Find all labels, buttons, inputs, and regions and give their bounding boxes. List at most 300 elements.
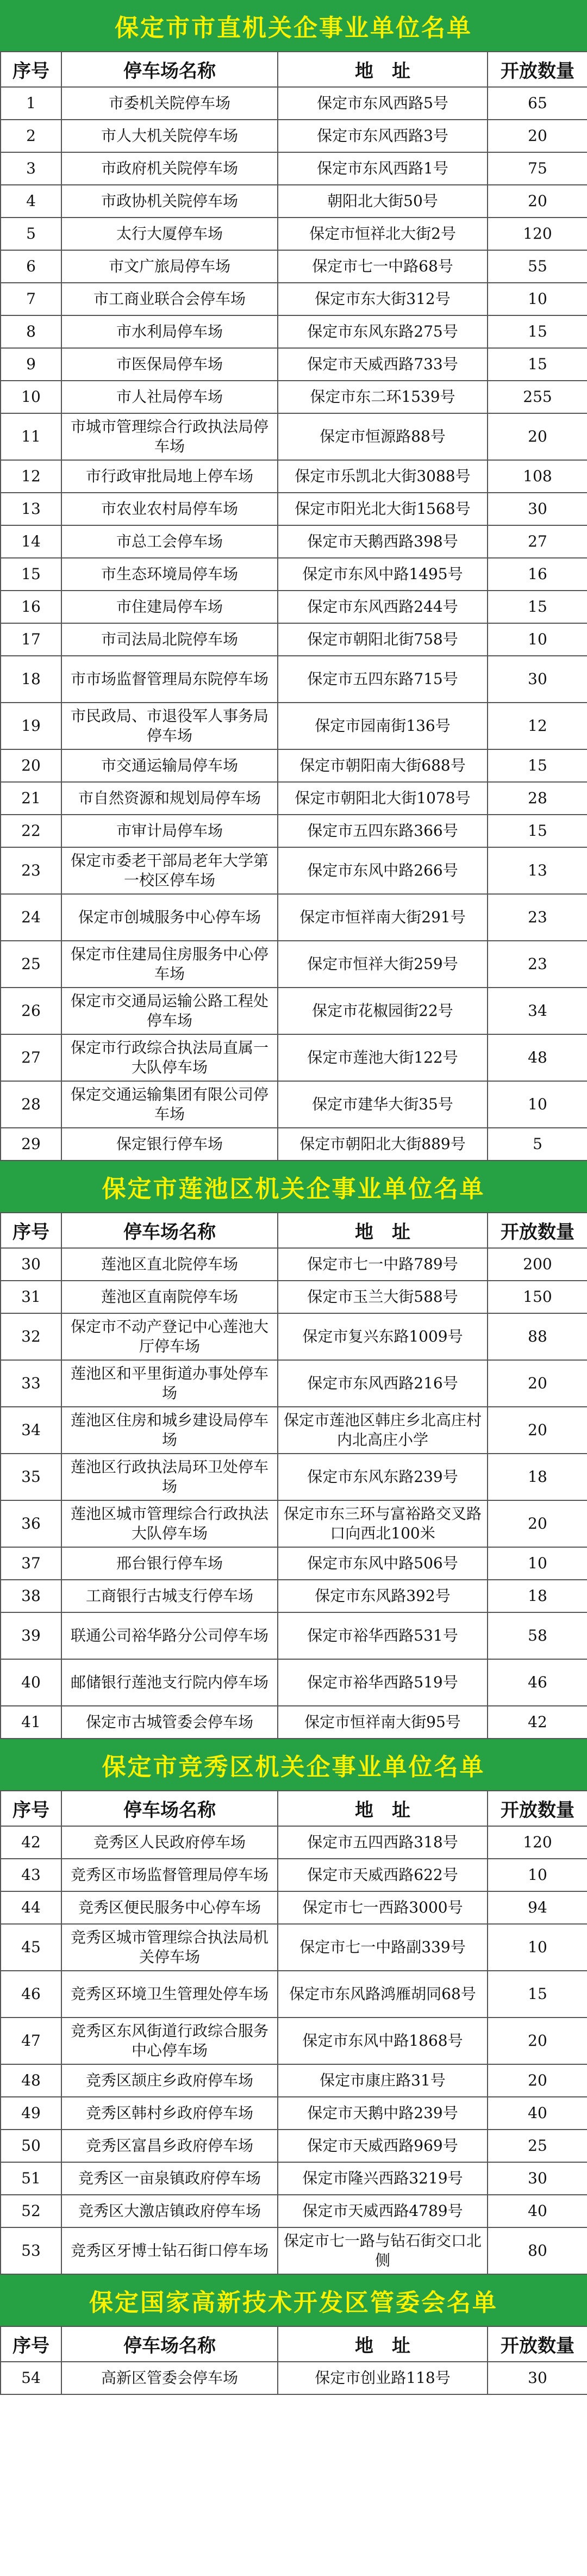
table-row [1, 2227, 587, 2274]
cell-quantity: 94 [488, 1891, 587, 1924]
cell-quantity: 16 [488, 558, 587, 591]
cell-no: 20 [1, 749, 61, 782]
cell-quantity: 80 [488, 2227, 587, 2274]
cell-quantity: 25 [488, 2130, 587, 2162]
cell-quantity: 10 [488, 1547, 587, 1580]
cell-name: 保定银行停车场 [61, 1128, 278, 1160]
section [0, 2275, 587, 2395]
table-row [1, 941, 587, 988]
table-row [1, 623, 587, 656]
cell-quantity: 13 [488, 847, 587, 894]
cell-no: 51 [1, 2162, 61, 2195]
section-title: 保定市莲池区机关企事业单位名单 [102, 1175, 485, 1203]
header-address: 地 址 [278, 1791, 488, 1826]
header-no: 序号 [1, 1791, 61, 1826]
cell-address: 保定市天鹅中路239号 [278, 2097, 488, 2130]
cell-address: 保定市园南街136号 [278, 703, 488, 749]
cell-name: 市农业农村局停车场 [61, 493, 278, 525]
cell-quantity: 48 [488, 1034, 587, 1081]
cell-quantity: 88 [488, 1313, 587, 1360]
table-row [1, 1580, 587, 1612]
cell-no: 11 [1, 413, 61, 460]
cell-name: 竞秀区颉庄乡政府停车场 [61, 2064, 278, 2097]
table-row [1, 1924, 587, 1971]
cell-address: 保定市恒祥南大街291号 [278, 894, 488, 941]
cell-name: 莲池区城市管理综合行政执法大队停车场 [61, 1500, 278, 1547]
cell-no: 32 [1, 1313, 61, 1360]
section-title: 保定市市直机关企事业单位名单 [115, 14, 472, 42]
cell-name: 联通公司裕华路分公司停车场 [61, 1612, 278, 1659]
cell-address: 保定市裕华西路519号 [278, 1659, 488, 1706]
section-banner [0, 0, 587, 51]
table-row [1, 525, 587, 558]
cell-name: 莲池区和平里街道办事处停车场 [61, 1360, 278, 1407]
table-header-row [1, 2326, 587, 2362]
cell-no: 31 [1, 1281, 61, 1313]
table-row [1, 1612, 587, 1659]
table-row [1, 152, 587, 185]
table-row [1, 2195, 587, 2227]
cell-quantity: 150 [488, 1281, 587, 1313]
cell-no: 25 [1, 941, 61, 988]
cell-no: 23 [1, 847, 61, 894]
cell-name: 市医保局停车场 [61, 348, 278, 381]
cell-no: 50 [1, 2130, 61, 2162]
cell-no: 38 [1, 1580, 61, 1612]
cell-address: 保定市七一西路3000号 [278, 1891, 488, 1924]
cell-name: 保定市交通局运输公路工程处停车场 [61, 988, 278, 1034]
cell-address: 保定市七一中路副339号 [278, 1924, 488, 1971]
cell-name: 保定市住建局住房服务中心停车场 [61, 941, 278, 988]
table-row [1, 2362, 587, 2394]
cell-quantity: 12 [488, 703, 587, 749]
cell-address: 保定市玉兰大街588号 [278, 1281, 488, 1313]
cell-quantity: 30 [488, 656, 587, 703]
cell-name: 市司法局北院停车场 [61, 623, 278, 656]
cell-no: 2 [1, 120, 61, 152]
cell-no: 24 [1, 894, 61, 941]
cell-name: 市总工会停车场 [61, 525, 278, 558]
cell-address: 保定市五四西路318号 [278, 1826, 488, 1859]
cell-no: 12 [1, 460, 61, 493]
table-row [1, 847, 587, 894]
cell-no: 49 [1, 2097, 61, 2130]
cell-name: 保定市不动产登记中心莲池大厅停车场 [61, 1313, 278, 1360]
cell-address: 保定市莲池大街122号 [278, 1034, 488, 1081]
cell-address: 保定市朝阳南大街688号 [278, 749, 488, 782]
cell-quantity: 15 [488, 1971, 587, 2018]
cell-quantity: 46 [488, 1659, 587, 1706]
cell-no: 16 [1, 591, 61, 623]
cell-no: 43 [1, 1859, 61, 1891]
cell-quantity: 42 [488, 1706, 587, 1739]
cell-no: 45 [1, 1924, 61, 1971]
cell-no: 18 [1, 656, 61, 703]
section [0, 1161, 587, 1739]
cell-address: 保定市花椒园街22号 [278, 988, 488, 1034]
table-row [1, 1706, 587, 1739]
table-row [1, 381, 587, 413]
cell-name: 市生态环境局停车场 [61, 558, 278, 591]
table-row [1, 2162, 587, 2195]
cell-name: 竞秀区环境卫生管理处停车场 [61, 1971, 278, 2018]
table-row [1, 87, 587, 120]
cell-address: 保定市天威西路622号 [278, 1859, 488, 1891]
cell-name: 保定交通运输集团有限公司停车场 [61, 1081, 278, 1128]
cell-name: 高新区管委会停车场 [61, 2362, 278, 2394]
cell-no: 1 [1, 87, 61, 120]
cell-quantity: 23 [488, 894, 587, 941]
section [0, 0, 587, 1161]
table-row [1, 2018, 587, 2064]
cell-quantity: 30 [488, 493, 587, 525]
cell-address: 保定市乐凯北大街3088号 [278, 460, 488, 493]
table-row [1, 558, 587, 591]
cell-quantity: 30 [488, 2162, 587, 2195]
cell-address: 保定市天威西路733号 [278, 348, 488, 381]
cell-no: 28 [1, 1081, 61, 1128]
section-banner [0, 1739, 587, 1790]
cell-quantity: 15 [488, 348, 587, 381]
cell-address: 保定市朝阳北大街1078号 [278, 782, 488, 815]
cell-name: 市政府机关院停车场 [61, 152, 278, 185]
header-quantity: 开放数量 [488, 52, 587, 87]
cell-quantity: 34 [488, 988, 587, 1034]
cell-quantity: 20 [488, 1407, 587, 1454]
cell-no: 30 [1, 1248, 61, 1281]
cell-name: 竞秀区城市管理综合执法局机关停车场 [61, 1924, 278, 1971]
cell-quantity: 200 [488, 1248, 587, 1281]
cell-address: 保定市东风中路1495号 [278, 558, 488, 591]
cell-address: 朝阳北大街50号 [278, 185, 488, 218]
table-row [1, 413, 587, 460]
cell-address: 保定市东风中路266号 [278, 847, 488, 894]
cell-address: 保定市五四东路366号 [278, 815, 488, 847]
cell-quantity: 10 [488, 1081, 587, 1128]
cell-address: 保定市天威西路4789号 [278, 2195, 488, 2227]
cell-quantity: 58 [488, 1612, 587, 1659]
cell-name: 邮储银行莲池支行院内停车场 [61, 1659, 278, 1706]
table-row [1, 1500, 587, 1547]
cell-name: 市住建局停车场 [61, 591, 278, 623]
cell-name: 市自然资源和规划局停车场 [61, 782, 278, 815]
table-row [1, 1826, 587, 1859]
section-banner [0, 2275, 587, 2326]
table-row [1, 460, 587, 493]
cell-quantity: 30 [488, 2362, 587, 2394]
cell-name: 竞秀区富昌乡政府停车场 [61, 2130, 278, 2162]
cell-name: 竞秀区大激店镇政府停车场 [61, 2195, 278, 2227]
cell-name: 竞秀区东风街道行政综合服务中心停车场 [61, 2018, 278, 2064]
cell-quantity: 10 [488, 623, 587, 656]
cell-no: 3 [1, 152, 61, 185]
cell-no: 34 [1, 1407, 61, 1454]
cell-quantity: 15 [488, 315, 587, 348]
cell-no: 47 [1, 2018, 61, 2064]
cell-no: 17 [1, 623, 61, 656]
cell-name: 竞秀区便民服务中心停车场 [61, 1891, 278, 1924]
cell-name: 保定市创城服务中心停车场 [61, 894, 278, 941]
cell-name: 莲池区直南院停车场 [61, 1281, 278, 1313]
parking-table [0, 1790, 587, 2275]
cell-no: 42 [1, 1826, 61, 1859]
table-row [1, 1971, 587, 2018]
cell-name: 市水利局停车场 [61, 315, 278, 348]
table-row [1, 1454, 587, 1500]
cell-quantity: 5 [488, 1128, 587, 1160]
cell-name: 莲池区直北院停车场 [61, 1248, 278, 1281]
table-row [1, 1081, 587, 1128]
cell-quantity: 20 [488, 2018, 587, 2064]
cell-address: 保定市五四东路715号 [278, 656, 488, 703]
table-row [1, 1659, 587, 1706]
cell-quantity: 40 [488, 2195, 587, 2227]
table-row [1, 218, 587, 250]
cell-address: 保定市恒祥北大街2号 [278, 218, 488, 250]
cell-no: 27 [1, 1034, 61, 1081]
cell-quantity: 65 [488, 87, 587, 120]
table-row [1, 1034, 587, 1081]
cell-address: 保定市建华大街35号 [278, 1081, 488, 1128]
cell-quantity: 120 [488, 218, 587, 250]
cell-quantity: 75 [488, 152, 587, 185]
cell-no: 13 [1, 493, 61, 525]
cell-address: 保定市东风西路216号 [278, 1360, 488, 1407]
cell-quantity: 10 [488, 1924, 587, 1971]
table-row [1, 1313, 587, 1360]
cell-quantity: 23 [488, 941, 587, 988]
cell-name: 保定市古城管委会停车场 [61, 1706, 278, 1739]
table-row [1, 815, 587, 847]
table-row [1, 1407, 587, 1454]
cell-address: 保定市恒祥南大街95号 [278, 1706, 488, 1739]
header-quantity: 开放数量 [488, 1213, 587, 1248]
cell-name: 市委机关院停车场 [61, 87, 278, 120]
cell-address: 保定市复兴东路1009号 [278, 1313, 488, 1360]
cell-quantity: 27 [488, 525, 587, 558]
cell-no: 52 [1, 2195, 61, 2227]
cell-address: 保定市隆兴西路3219号 [278, 2162, 488, 2195]
table-header-row [1, 1213, 587, 1248]
cell-address: 保定市裕华西路531号 [278, 1612, 488, 1659]
cell-name: 市政协机关院停车场 [61, 185, 278, 218]
table-row [1, 120, 587, 152]
cell-quantity: 120 [488, 1826, 587, 1859]
cell-address: 保定市阳光北大街1568号 [278, 493, 488, 525]
cell-address: 保定市康庄路31号 [278, 2064, 488, 2097]
cell-address: 保定市东风中路506号 [278, 1547, 488, 1580]
cell-name: 太行大厦停车场 [61, 218, 278, 250]
table-row [1, 2130, 587, 2162]
cell-address: 保定市东三环与富裕路交叉路口向西北100米 [278, 1500, 488, 1547]
cell-address: 保定市天鹅西路398号 [278, 525, 488, 558]
table-row [1, 348, 587, 381]
cell-quantity: 20 [488, 120, 587, 152]
cell-name: 莲池区住房和城乡建设局停车场 [61, 1407, 278, 1454]
cell-no: 41 [1, 1706, 61, 1739]
table-row [1, 1128, 587, 1160]
section-title: 保定国家高新技术开发区管委会名单 [89, 2289, 498, 2317]
header-address: 地 址 [278, 2326, 488, 2362]
cell-name: 竞秀区韩村乡政府停车场 [61, 2097, 278, 2130]
cell-no: 33 [1, 1360, 61, 1407]
cell-no: 4 [1, 185, 61, 218]
cell-name: 竞秀区一亩泉镇政府停车场 [61, 2162, 278, 2195]
cell-no: 10 [1, 381, 61, 413]
table-row [1, 988, 587, 1034]
cell-quantity: 255 [488, 381, 587, 413]
cell-no: 35 [1, 1454, 61, 1500]
table-row [1, 283, 587, 315]
cell-no: 26 [1, 988, 61, 1034]
cell-address: 保定市恒祥大街259号 [278, 941, 488, 988]
parking-table [0, 1212, 587, 1739]
cell-name: 市文广旅局停车场 [61, 250, 278, 283]
header-name: 停车场名称 [61, 1791, 278, 1826]
cell-address: 保定市东二环1539号 [278, 381, 488, 413]
table-row [1, 1281, 587, 1313]
header-address: 地 址 [278, 1213, 488, 1248]
cell-name: 邢台银行停车场 [61, 1547, 278, 1580]
cell-quantity: 18 [488, 1580, 587, 1612]
cell-quantity: 55 [488, 250, 587, 283]
cell-no: 6 [1, 250, 61, 283]
cell-address: 保定市朝阳北街758号 [278, 623, 488, 656]
cell-address: 保定市天威西路969号 [278, 2130, 488, 2162]
cell-no: 39 [1, 1612, 61, 1659]
cell-address: 保定市创业路118号 [278, 2362, 488, 2394]
table-row [1, 2064, 587, 2097]
cell-name: 竞秀区人民政府停车场 [61, 1826, 278, 1859]
cell-no: 29 [1, 1128, 61, 1160]
cell-address: 保定市莲池区韩庄乡北高庄村内北高庄小学 [278, 1407, 488, 1454]
cell-no: 8 [1, 315, 61, 348]
table-row [1, 656, 587, 703]
parking-table [0, 51, 587, 1161]
cell-name: 保定市委老干部局老年大学第一校区停车场 [61, 847, 278, 894]
cell-quantity: 15 [488, 815, 587, 847]
cell-name: 市城市管理综合行政执法局停车场 [61, 413, 278, 460]
cell-name: 市民政局、市退役军人事务局停车场 [61, 703, 278, 749]
cell-address: 保定市东风西路3号 [278, 120, 488, 152]
cell-quantity: 15 [488, 591, 587, 623]
table-row [1, 1547, 587, 1580]
cell-address: 保定市东风路鸿雁胡同68号 [278, 1971, 488, 2018]
cell-no: 46 [1, 1971, 61, 2018]
cell-address: 保定市七一中路68号 [278, 250, 488, 283]
cell-address: 保定市东风路392号 [278, 1580, 488, 1612]
cell-quantity: 18 [488, 1454, 587, 1500]
cell-quantity: 20 [488, 185, 587, 218]
cell-name: 市人社局停车场 [61, 381, 278, 413]
cell-quantity: 10 [488, 1859, 587, 1891]
table-row [1, 894, 587, 941]
cell-quantity: 20 [488, 1500, 587, 1547]
table-row [1, 250, 587, 283]
cell-name: 市人大机关院停车场 [61, 120, 278, 152]
cell-no: 44 [1, 1891, 61, 1924]
cell-address: 保定市东风西路5号 [278, 87, 488, 120]
cell-no: 19 [1, 703, 61, 749]
table-row [1, 782, 587, 815]
cell-address: 保定市东大街312号 [278, 283, 488, 315]
table-row [1, 1248, 587, 1281]
table-row [1, 493, 587, 525]
table-header-row [1, 52, 587, 87]
cell-quantity: 20 [488, 1360, 587, 1407]
cell-no: 54 [1, 2362, 61, 2394]
cell-quantity: 28 [488, 782, 587, 815]
table-row [1, 2097, 587, 2130]
cell-name: 市工商业联合会停车场 [61, 283, 278, 315]
cell-address: 保定市东风西路244号 [278, 591, 488, 623]
header-quantity: 开放数量 [488, 1791, 587, 1826]
cell-no: 21 [1, 782, 61, 815]
header-no: 序号 [1, 1213, 61, 1248]
table-row [1, 749, 587, 782]
cell-no: 48 [1, 2064, 61, 2097]
table-row [1, 1859, 587, 1891]
cell-name: 竞秀区市场监督管理局停车场 [61, 1859, 278, 1891]
cell-name: 市审计局停车场 [61, 815, 278, 847]
table-row [1, 703, 587, 749]
cell-address: 保定市东风中路1868号 [278, 2018, 488, 2064]
cell-name: 市市场监督管理局东院停车场 [61, 656, 278, 703]
table-header-row [1, 1791, 587, 1826]
cell-name: 保定市行政综合执法局直属一大队停车场 [61, 1034, 278, 1081]
cell-address: 保定市东风东路239号 [278, 1454, 488, 1500]
header-address: 地 址 [278, 52, 488, 87]
cell-quantity: 40 [488, 2097, 587, 2130]
cell-no: 9 [1, 348, 61, 381]
cell-name: 工商银行古城支行停车场 [61, 1580, 278, 1612]
parking-table [0, 2326, 587, 2395]
cell-no: 5 [1, 218, 61, 250]
cell-name: 竞秀区牙博士钻石街口停车场 [61, 2227, 278, 2274]
cell-no: 37 [1, 1547, 61, 1580]
cell-quantity: 10 [488, 283, 587, 315]
cell-name: 市交通运输局停车场 [61, 749, 278, 782]
cell-name: 莲池区行政执法局环卫处停车场 [61, 1454, 278, 1500]
cell-no: 36 [1, 1500, 61, 1547]
table-row [1, 1891, 587, 1924]
header-quantity: 开放数量 [488, 2326, 587, 2362]
header-name: 停车场名称 [61, 1213, 278, 1248]
cell-no: 14 [1, 525, 61, 558]
section-title: 保定市竞秀区机关企事业单位名单 [102, 1753, 485, 1781]
cell-name: 市行政审批局地上停车场 [61, 460, 278, 493]
cell-no: 15 [1, 558, 61, 591]
cell-quantity: 20 [488, 2064, 587, 2097]
cell-no: 40 [1, 1659, 61, 1706]
cell-quantity: 20 [488, 413, 587, 460]
table-row [1, 315, 587, 348]
cell-address: 保定市七一中路789号 [278, 1248, 488, 1281]
cell-address: 保定市东风西路1号 [278, 152, 488, 185]
cell-address: 保定市七一路与钻石街交口北侧 [278, 2227, 488, 2274]
cell-address: 保定市朝阳北大街889号 [278, 1128, 488, 1160]
table-row [1, 185, 587, 218]
cell-no: 7 [1, 283, 61, 315]
cell-quantity: 108 [488, 460, 587, 493]
cell-no: 22 [1, 815, 61, 847]
header-no: 序号 [1, 52, 61, 87]
table-row [1, 591, 587, 623]
header-no: 序号 [1, 2326, 61, 2362]
cell-no: 53 [1, 2227, 61, 2274]
cell-address: 保定市东风东路275号 [278, 315, 488, 348]
section [0, 1739, 587, 2275]
